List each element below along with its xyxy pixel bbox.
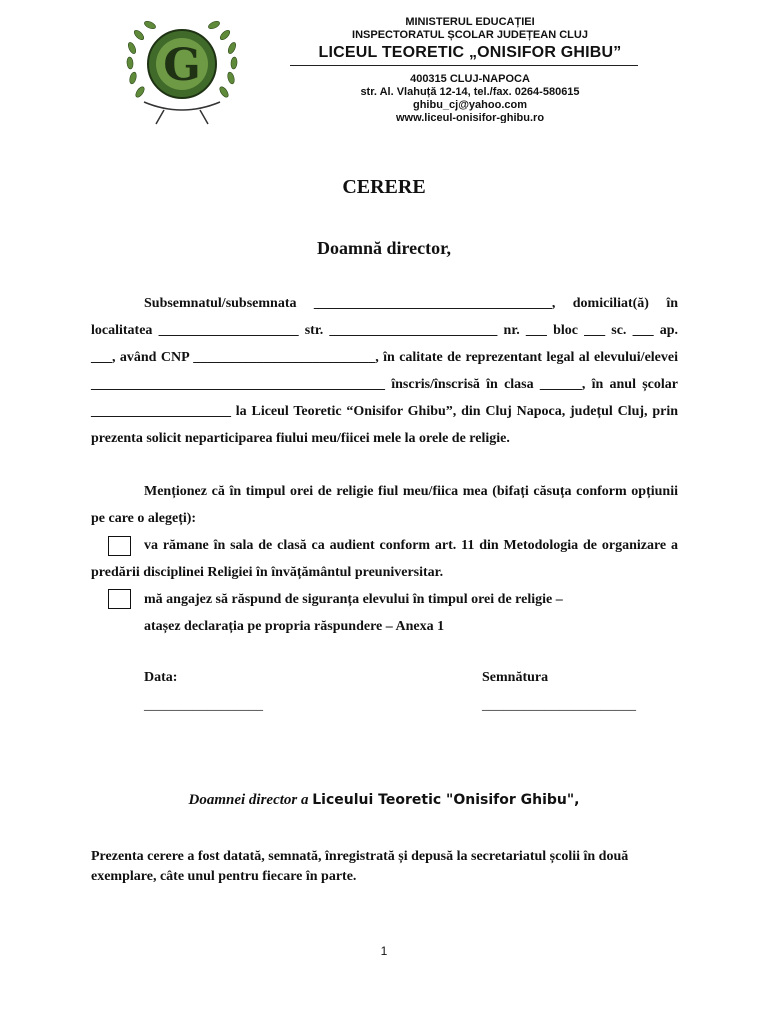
logo-letter: G [163, 40, 201, 91]
page-number: 1 [380, 944, 388, 958]
closing-address [0, 792, 768, 809]
document-title: CERERE [342, 176, 426, 198]
registration-note: Prezenta cerere a fost datată, semnată, înregistrată și depusă la secretariatul școlii în două exemplare, câte unul pentru fiecare în parte. [91, 849, 629, 884]
header-school-name: LICEUL TEORETIC „ONISIFOR GHIBU” [318, 44, 622, 61]
closing-school: Liceului Teoretic "Onisifor Ghibu", [312, 792, 580, 808]
header-ministry: MINISTERUL EDUCAȚIEI [405, 16, 535, 28]
option-supervision-checkbox[interactable] [108, 589, 131, 609]
header-postal: 400315 CLUJ-NAPOCA [410, 73, 530, 85]
header-inspectorate: INSPECTORATUL ȘCOLAR JUDEȚEAN CLUJ [352, 29, 588, 41]
signature-label: Semnătura [482, 670, 549, 685]
date-label: Data: [144, 670, 178, 685]
school-logo [120, 14, 244, 126]
date-line: _________________ [144, 698, 263, 713]
option-supervision-line2: atașez declarația pe propria răspundere – Anexa 1 [144, 619, 445, 634]
closing-director: Doamnei director a [188, 792, 309, 808]
header-divider [290, 65, 638, 66]
mention-paragraph: Menționez că în timpul orei de religie fiul meu/fiica mea (bifați căsuța conform opțiunii pe care o alegeți): [91, 484, 678, 526]
signature-line: ______________________ [482, 698, 636, 713]
option-supervision-line1: mă angajez să răspund de siguranța elevului în timpul orei de religie – [144, 592, 563, 607]
salutation: Doamnă director, [317, 238, 451, 258]
header-email: ghibu_cj@yahoo.com [412, 99, 528, 111]
header-website: www.liceul-onisifor-ghibu.ro [395, 112, 545, 123]
option-supervision-text [144, 586, 678, 640]
header-address: str. Al. Vlahuță 12-14, tel./fax. 0264-580615 [360, 86, 580, 98]
request-paragraph: Subsemnatul/subsemnata __________________________________, domiciliat(ă) în localitatea ____________________ str. ________________________ nr. ___ bloc ___ sc. ___ ap. ___, având CNP __________________________, în calitate de reprezentant legal al elevului/elevei __________________________________________ înscris/înscrisă în clasa ______, în anul școlar ____________________ la Liceul Teoretic “Onisifor Ghibu”, din Cluj Napoca, județul Cluj, prin prezenta solicit neparticiparea fiului meu/fiicei mele la orele de religie. [91, 296, 678, 446]
option-audient-text: va rămane în sala de clasă ca audient conform art. 11 din Metodologia de organizare a predării disciplinei Religiei în învățământul preuniversitar. [91, 538, 678, 580]
